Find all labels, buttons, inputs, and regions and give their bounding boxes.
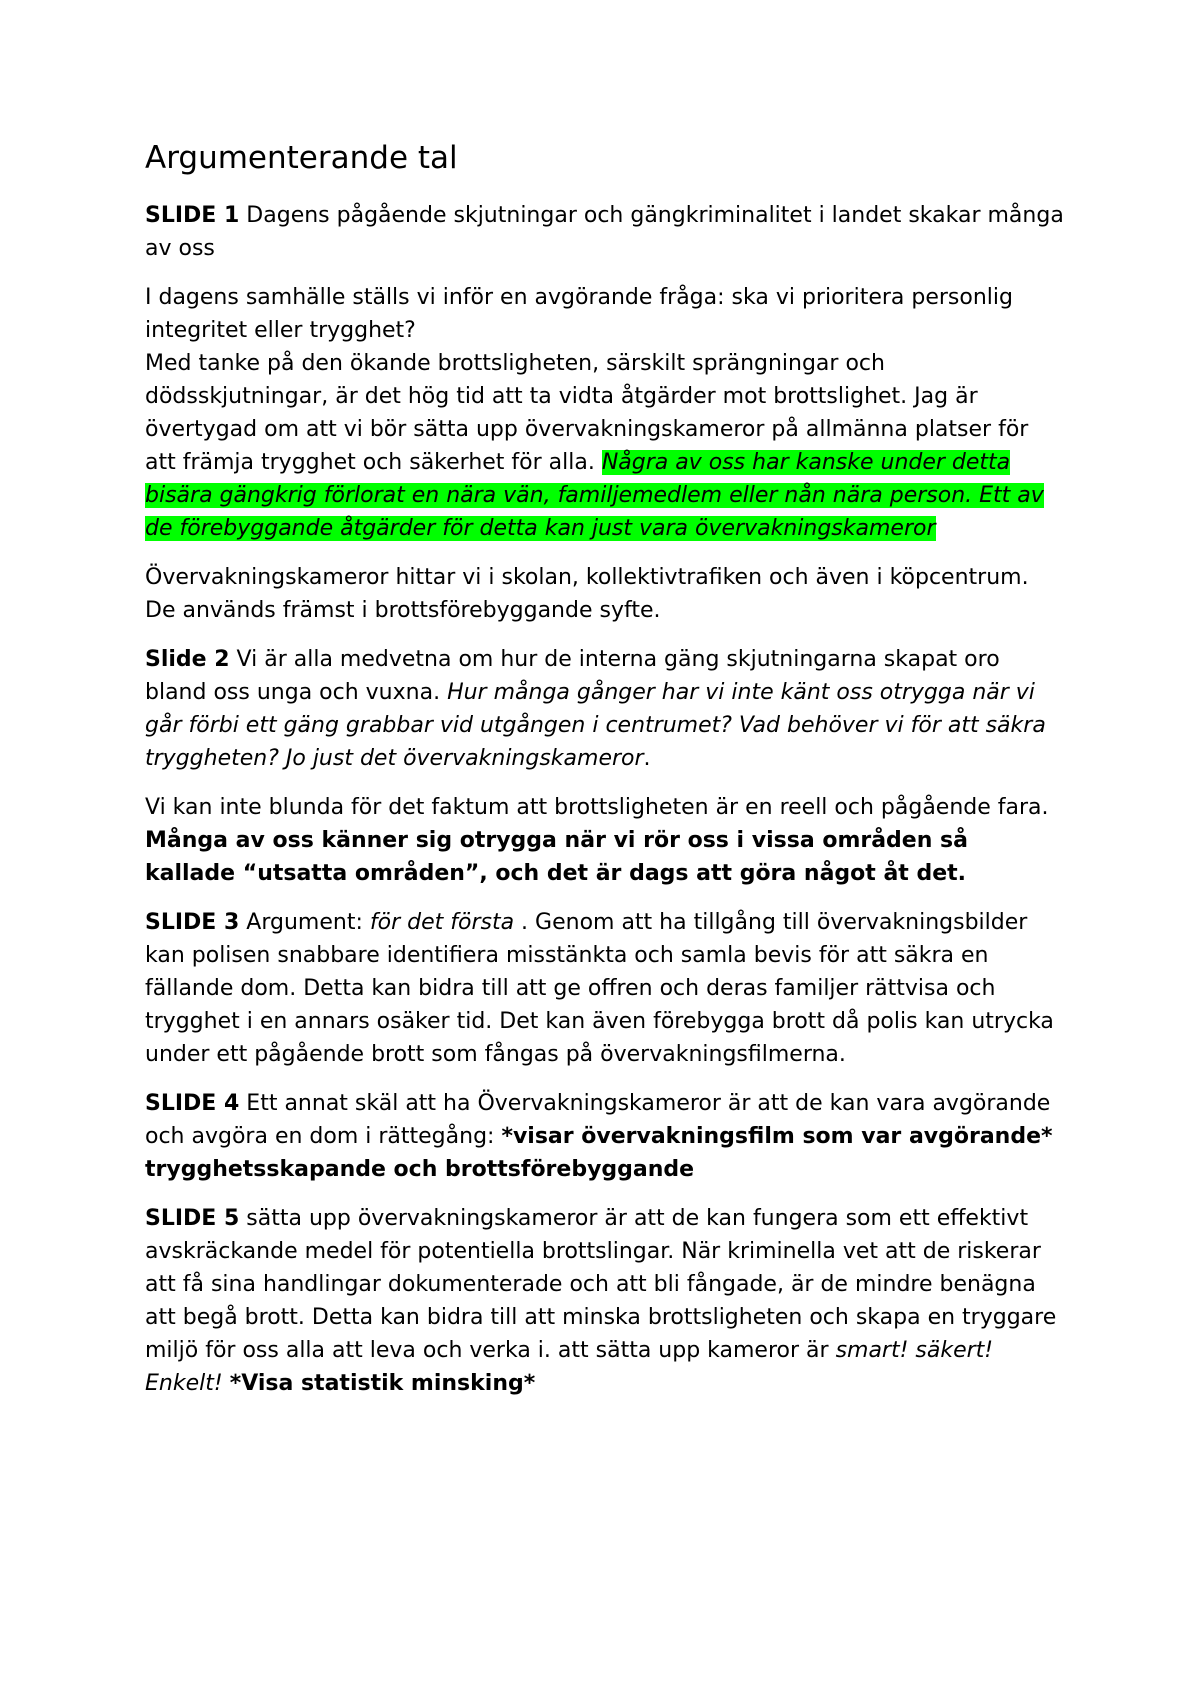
slide-5-text: sätta upp övervakningskameror är att de kan fungera som ett effektivt avskräckande medel för potentiella brottslingar. När kriminella vet att de riskerar att få sina handlingar dokumenterade och att bli fångade, är de mindre benägna att begå brott. Detta kan bidra till att minska brottsligheten och skapa en tryggare miljö för oss alla att leva och verka i. att sätta upp kameror är: [145, 1206, 1057, 1364]
slide-1-label: SLIDE 1: [145, 203, 240, 229]
paragraph-slide-4: [145, 1087, 1065, 1186]
slide-2-label: Slide 2: [145, 647, 230, 673]
paragraph-thesis: [145, 347, 1065, 545]
slide-2-end: .: [643, 746, 651, 772]
slide-5-bold: *Visa statistik minsking*: [229, 1371, 536, 1397]
slide-3-italic: för det första: [369, 910, 515, 936]
highlighted-passage: Några av oss har kanske under detta bisära gängkrig förlorat en nära vän, familjemedlem eller nån nära person. Ett av de förebyggande åtgärder för detta kan just vara övervakningskameror: [145, 450, 1044, 542]
slide-3-text: Argument:: [239, 910, 370, 936]
slide-2-text: Vi är alla medvetna om hur de interna gäng skjutningarna skapat oro bland oss unga och vuxna.: [145, 647, 1000, 706]
paragraph-camera-locations: [145, 561, 1065, 627]
paragraph-danger: [145, 791, 1065, 890]
slide-4-label: SLIDE 4: [145, 1091, 240, 1117]
danger-text: Vi kan inte blunda för det faktum att brottsligheten är en reell och pågående fara.: [145, 795, 1049, 821]
paragraph-slide-2: [145, 643, 1065, 775]
paragraph-slide-1: [145, 199, 1065, 265]
document-page: [145, 140, 1065, 1416]
thesis-text: Med tanke på den ökande brottsligheten, särskilt sprängningar och dödsskjutningar, är det hög tid att ta vidta åtgärder mot brottslighet. Jag är övertygad om att vi bör sätta upp övervakningskameror på allmänna platser för att främja trygghet och säkerhet för alla.: [145, 351, 1029, 476]
document-title: Argumenterande tal: [145, 140, 458, 176]
slide-4-text: Ett annat skäl att ha Övervakningskameror är att de kan vara avgörande och avgöra en dom i rättegång:: [145, 1091, 1051, 1150]
camera-locations-text: Övervakningskameror hittar vi i skolan, kollektivtrafiken och även i köpcentrum. De används främst i brottsförebyggande syfte.: [145, 565, 1029, 624]
slide-4-bold: *visar övervakningsfilm som var avgörande* trygghetsskapande och brottsförebyggande: [145, 1124, 1053, 1183]
paragraph-intro-question: [145, 281, 1065, 347]
slide-3-rest: . Genom att ha tillgång till övervakningsbilder kan polisen snabbare identifiera misstänkta och samla bevis för att säkra en fällande dom. Detta kan bidra till att ge offren och deras familjer rättvisa och trygghet i en annars osäker tid. Det kan även förebygga brott då polis kan utrycka under ett pågående brott som fångas på övervakningsfilmerna.: [145, 910, 1054, 1068]
paragraph-slide-5: [145, 1202, 1065, 1400]
slide-5-label: SLIDE 5: [145, 1206, 240, 1232]
slide-3-label: SLIDE 3: [145, 910, 240, 936]
slide-2-question: Hur många gånger har vi inte känt oss otrygga när vi går förbi ett gäng grabbar vid utgången i centrumet? Vad behöver vi för att säkra tryggheten? Jo just det övervakningskameror: [145, 680, 1046, 772]
slide-5-space: [223, 1371, 230, 1396]
slide-1-text: Dagens pågående skjutningar och gängkriminalitet i landet skakar många av oss: [145, 203, 1064, 262]
intro-question-text: I dagens samhälle ställs vi inför en avgörande fråga: ska vi prioritera personlig integritet eller trygghet?: [145, 285, 1013, 344]
paragraph-slide-3: [145, 906, 1065, 1071]
slide-5-italic: smart! säkert! Enkelt!: [145, 1338, 994, 1397]
danger-bold: Många av oss känner sig otrygga när vi rör oss i vissa områden så kallade “utsatta områden”, och det är dags att göra något åt det.: [145, 828, 968, 887]
